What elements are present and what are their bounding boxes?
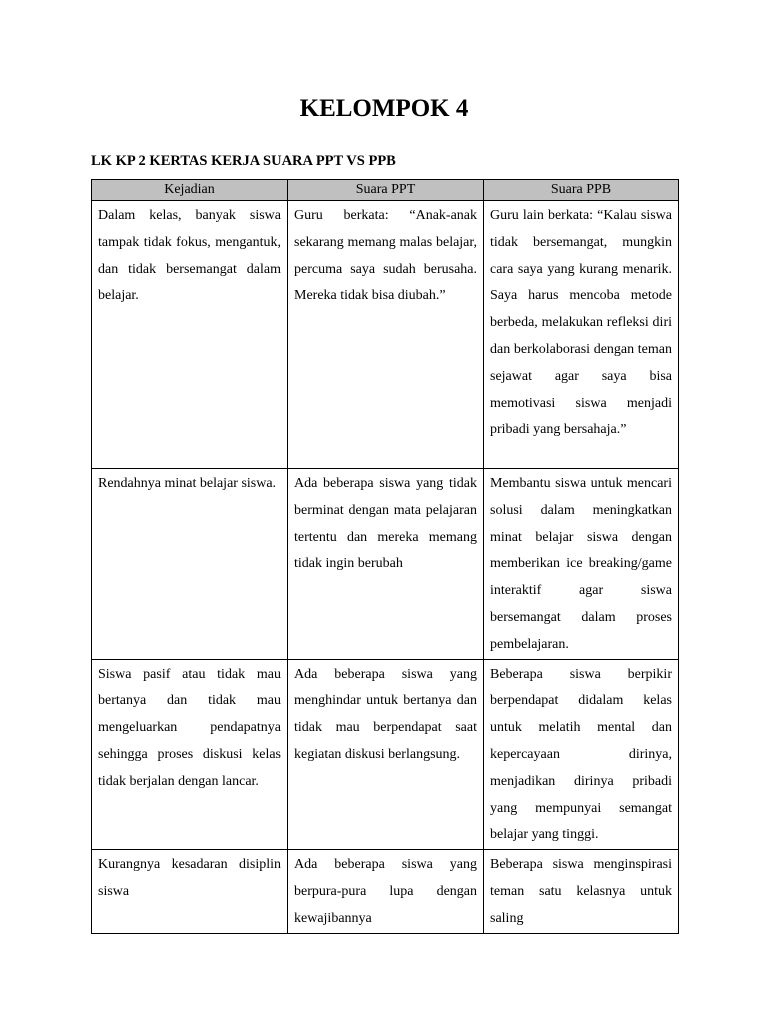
cell-suara-ppt xyxy=(288,659,484,850)
cell-suara-ppb xyxy=(484,469,679,660)
cell-kejadian xyxy=(92,469,288,660)
cell-suara-ppt xyxy=(288,469,484,660)
header-suara-ppb: Suara PPB xyxy=(484,180,679,201)
cell-text: Ada beberapa siswa yang tidak berminat dengan mata pelajaran tertentu dan mereka memang tidak ingin berubah xyxy=(294,476,477,572)
cell-suara-ppt xyxy=(288,201,484,469)
cell-text: Ada beberapa siswa yang menghindar untuk bertanya dan tidak mau berpendapat saat kegiatan diskusi berlangsung. xyxy=(294,666,477,762)
worksheet-subtitle: LK KP 2 KERTAS KERJA SUARA PPT VS PPB xyxy=(91,153,396,169)
page-title: KELOMPOK 4 xyxy=(299,95,469,122)
cell-suara-ppb xyxy=(484,850,679,933)
cell-text: Kurangnya kesadaran disiplin siswa xyxy=(98,857,281,899)
table-row xyxy=(92,469,679,660)
cell-kejadian xyxy=(92,201,288,469)
cell-text: Siswa pasif atau tidak mau bertanya dan tidak mau mengeluarkan pendapatnya sehingga proses diskusi kelas tidak berjalan dengan lancar. xyxy=(98,666,281,789)
cell-suara-ppb xyxy=(484,659,679,850)
cell-text: Rendahnya minat belajar siswa. xyxy=(98,476,277,491)
cell-suara-ppb xyxy=(484,201,679,469)
table-row xyxy=(92,201,679,469)
cell-text: Guru berkata: “Anak-anak sekarang memang malas belajar, percuma saya sudah berusaha. Mereka tidak bisa diubah.” xyxy=(294,208,477,304)
cell-text: Beberapa siswa berpikir berpendapat didalam kelas untuk melatih mental dan kepercayaan dirinya, menjadikan dirinya pribadi yang mempunyai semangat belajar yang tinggi. xyxy=(490,666,672,843)
cell-text: Ada beberapa siswa yang berpura-pura lupa dengan kewajibannya xyxy=(294,857,477,926)
cell-kejadian xyxy=(92,850,288,933)
table-row xyxy=(92,659,679,850)
cell-suara-ppt xyxy=(288,850,484,933)
cell-text: Dalam kelas, banyak siswa tampak tidak fokus, mengantuk, dan tidak bersemangat dalam belajar. xyxy=(98,208,281,304)
table-row xyxy=(92,850,679,933)
cell-text: Beberapa siswa menginspirasi teman satu kelasnya untuk saling xyxy=(490,857,672,926)
worksheet-table xyxy=(91,179,679,934)
table-header-row xyxy=(92,180,679,201)
header-kejadian: Kejadian xyxy=(92,180,288,201)
header-suara-ppt: Suara PPT xyxy=(288,180,484,201)
cell-text: Membantu siswa untuk mencari solusi dalam meningkatkan minat belajar siswa dengan memberikan ice breaking/game interaktif agar siswa bersemangat dalam proses pembelajaran. xyxy=(490,476,672,652)
cell-kejadian xyxy=(92,659,288,850)
cell-text: Guru lain berkata: “Kalau siswa tidak bersemangat, mungkin cara saya yang kurang menarik. Saya harus mencoba metode berbeda, melakukan refleksi diri dan berkolaborasi dengan teman sejawat agar saya bisa memotivasi siswa menjadi pribadi yang bersahaja.” xyxy=(490,208,672,438)
